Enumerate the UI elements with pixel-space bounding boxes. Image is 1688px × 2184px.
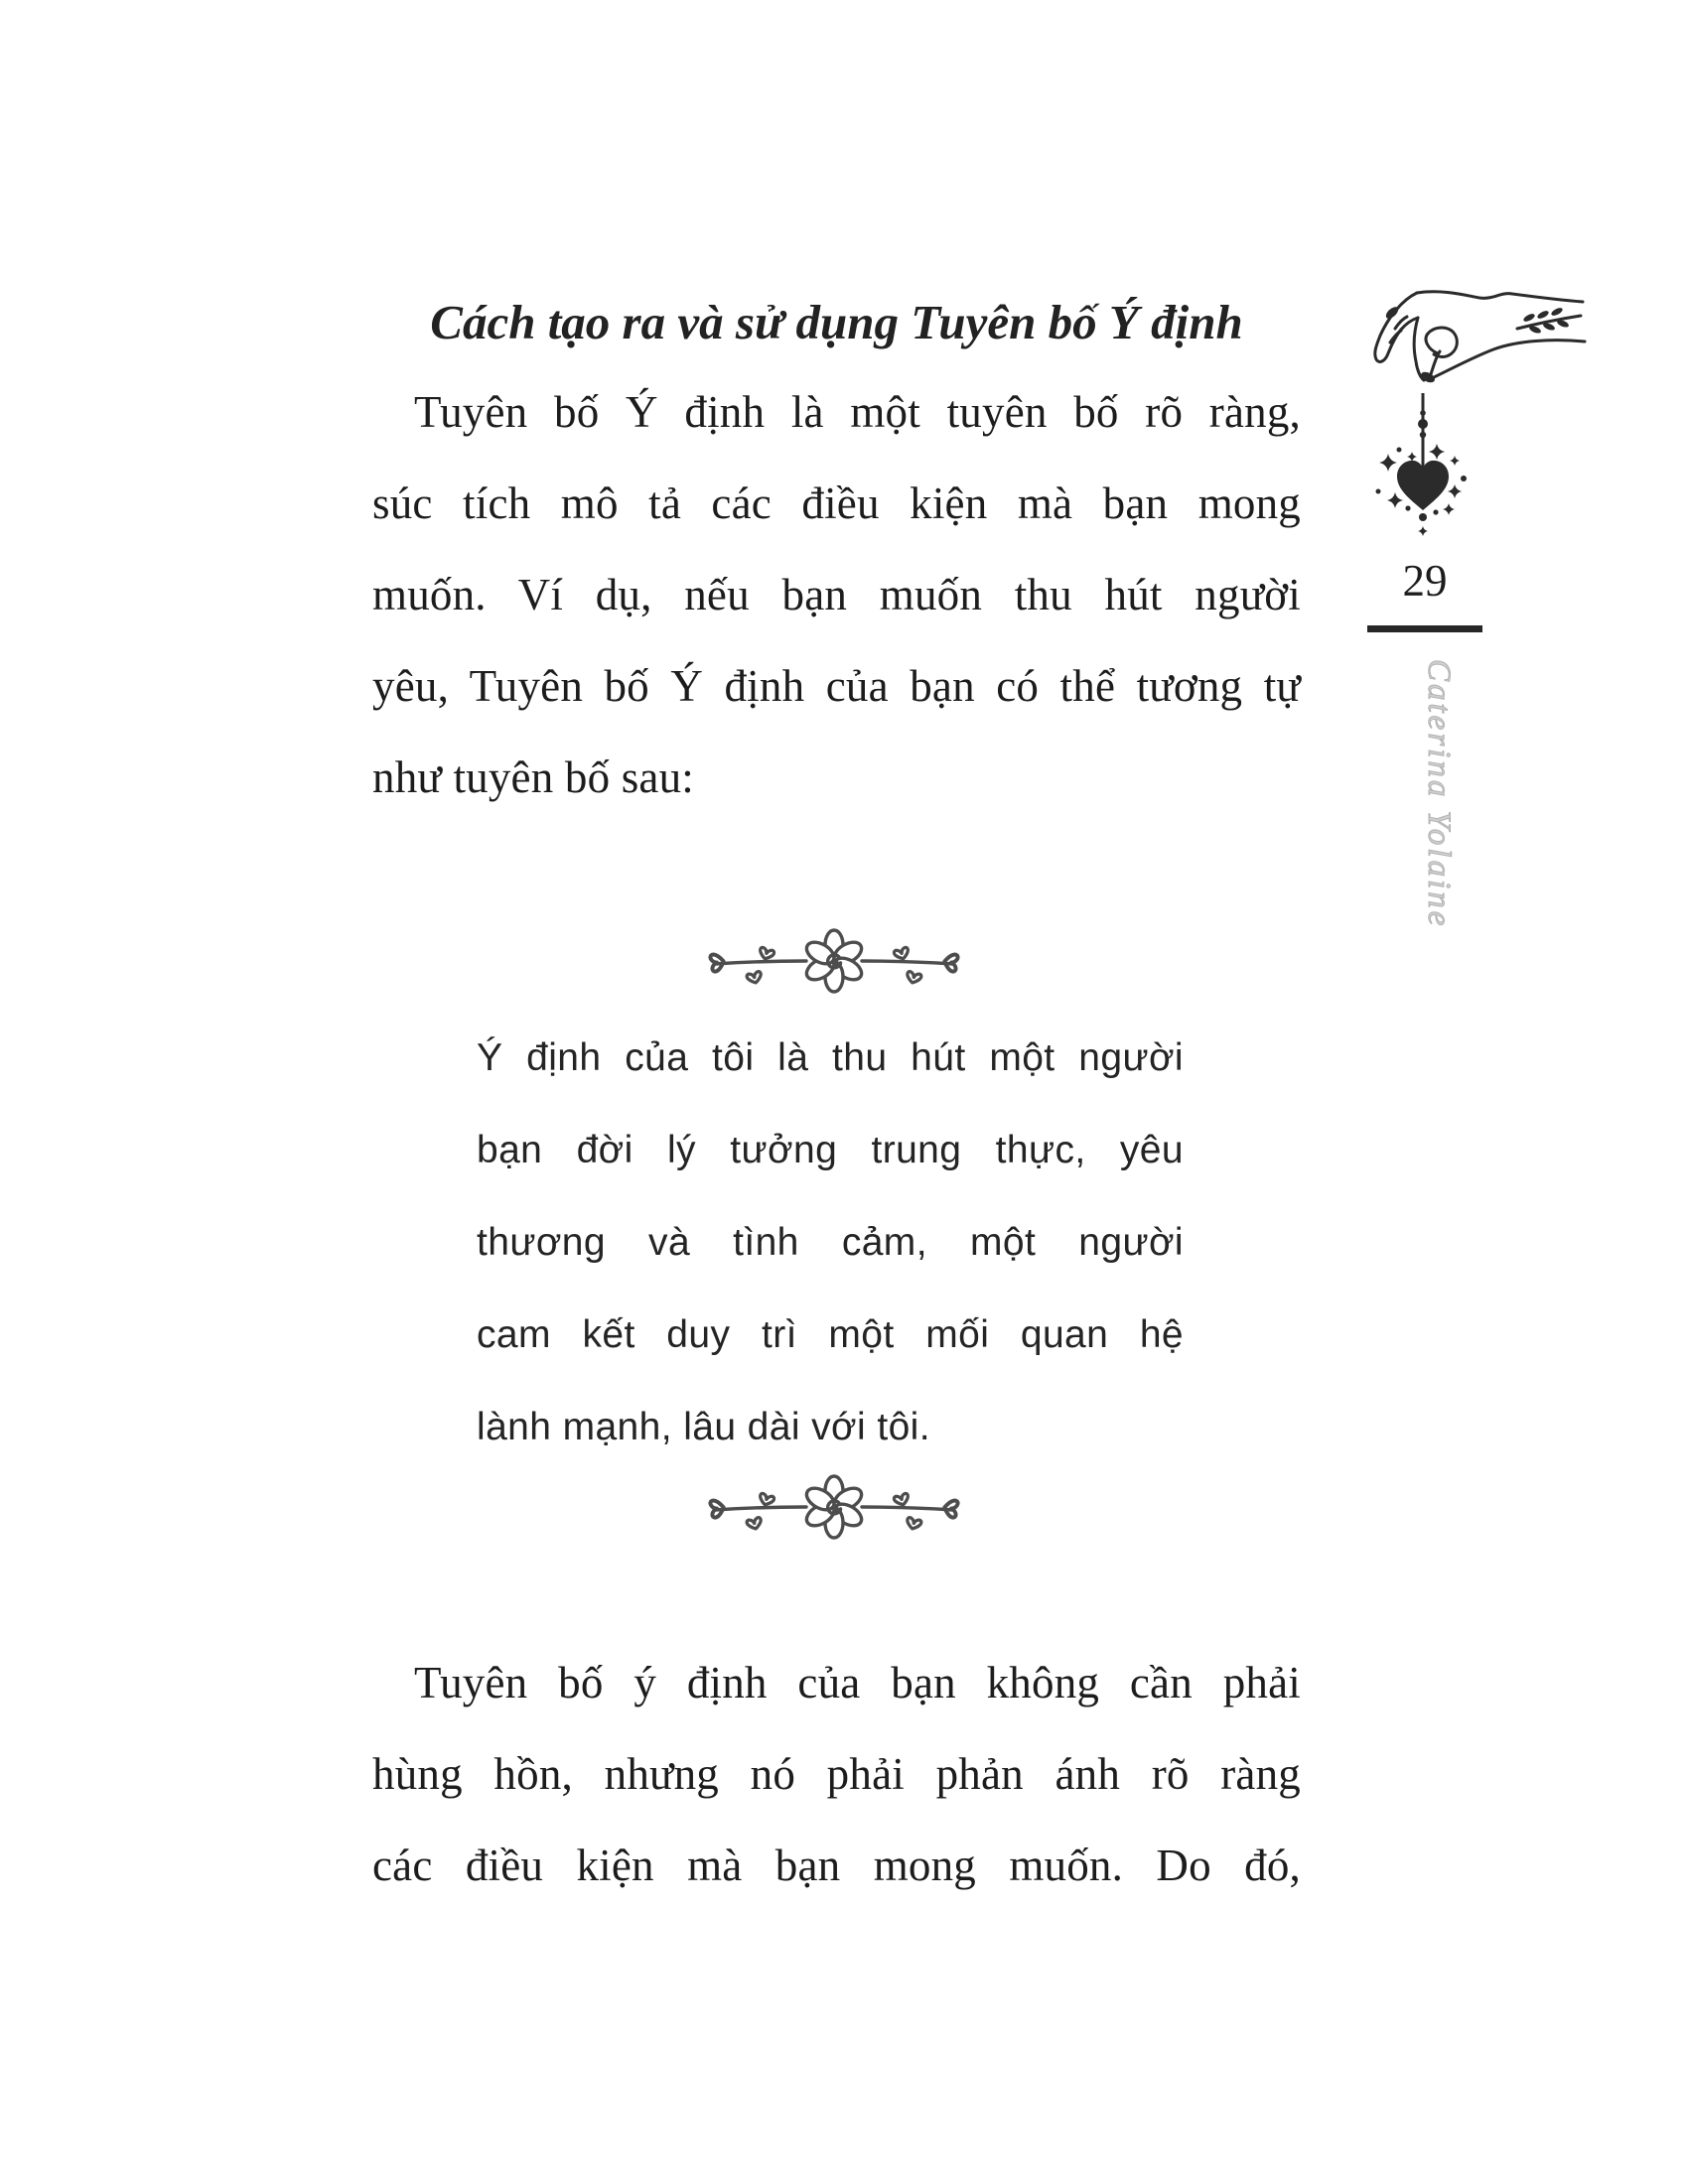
heart-pendant xyxy=(1365,393,1480,549)
paragraph-2-line: Tuyên bố ý định của bạn không cần phải xyxy=(414,1658,1301,1707)
paragraph-2 xyxy=(372,1637,1301,1911)
flower-icon xyxy=(803,930,866,992)
heart-pendant-sparkles-icon xyxy=(1365,393,1480,544)
quote-line: lành mạnh, lâu dài với tôi. xyxy=(477,1406,930,1448)
quote-line: cam kết duy trì một mối quan hệ xyxy=(477,1313,1184,1356)
author-name: Caterina Yolaine xyxy=(1421,659,1457,929)
divider-ornament-top xyxy=(695,923,973,999)
hand-holding-pendulum-icon xyxy=(1368,286,1597,400)
paragraph-1-line: Tuyên bố Ý định là một tuyên bố rõ ràng, xyxy=(414,387,1301,437)
flower-hearts-divider-icon xyxy=(695,1469,973,1545)
chapter-title: Cách tạo ra và sử dụng Tuyên bố Ý định xyxy=(430,294,1243,349)
hand-illustration xyxy=(1368,286,1597,405)
paragraph-2-line: các điều kiện mà bạn mong muốn. Do đó, xyxy=(372,1841,1301,1890)
paragraph-1-line: yêu, Tuyên bố Ý định của bạn có thể tương tự xyxy=(372,661,1301,711)
quote-line: Ý định của tôi là thu hút một người xyxy=(477,1036,1184,1079)
paragraph-1-line: súc tích mô tả các điều kiện mà bạn mong xyxy=(372,478,1301,528)
paragraph-1 xyxy=(372,366,1301,823)
page-number-rule xyxy=(1367,625,1482,632)
divider-ornament-bottom xyxy=(695,1469,973,1545)
quote-line: thương và tình cảm, một người xyxy=(477,1221,1184,1264)
intention-quote xyxy=(477,1012,1184,1473)
flower-hearts-divider-icon xyxy=(695,923,973,999)
paragraph-1-line: muốn. Ví dụ, nếu bạn muốn thu hút người xyxy=(372,570,1301,619)
quote-line: bạn đời lý tưởng trung thực, yêu xyxy=(477,1129,1184,1171)
page-number: 29 xyxy=(1402,556,1448,606)
paragraph-2-line: hùng hồn, nhưng nó phải phản ánh rõ ràng xyxy=(372,1749,1301,1799)
flower-icon xyxy=(803,1476,866,1538)
paragraph-1-line: như tuyên bố sau: xyxy=(372,752,695,802)
